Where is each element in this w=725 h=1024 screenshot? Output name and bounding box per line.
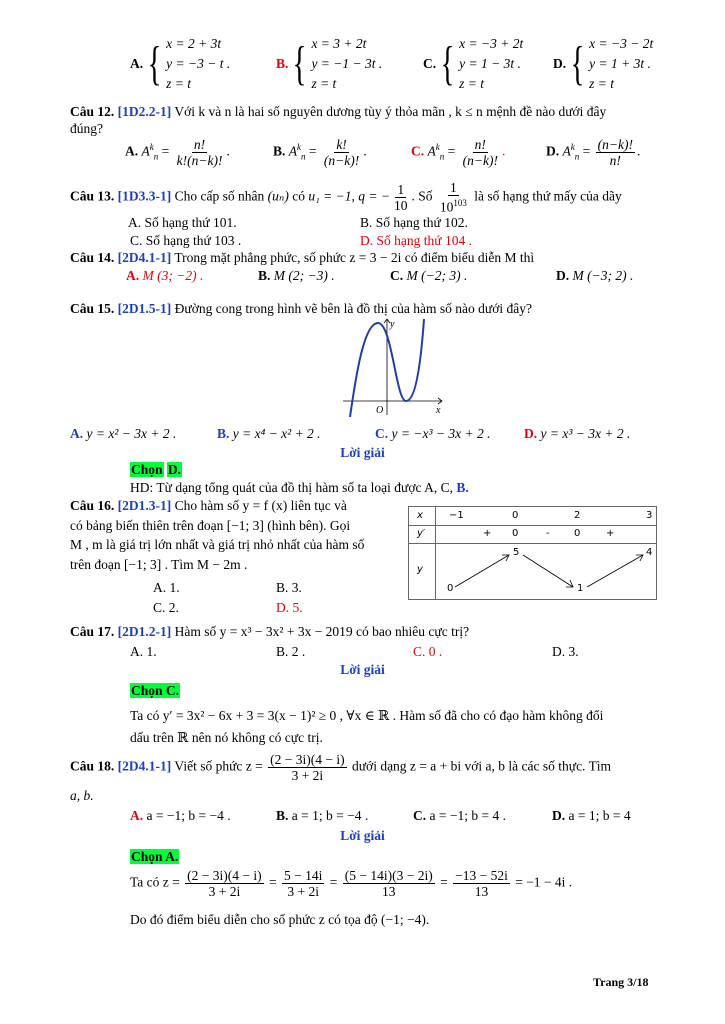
arrow-up-1: [455, 555, 509, 587]
q18-option-d[interactable]: D. a = 1; b = 4: [552, 808, 631, 823]
arrow-up-2: [587, 555, 643, 587]
q14-option-d[interactable]: D. M (−3; 2) .: [556, 268, 634, 283]
q16-option-c[interactable]: C. 2.: [153, 600, 179, 615]
q15-answer-badge: Chọn D.: [131, 462, 182, 477]
q18-solution-title: Lời giải: [340, 828, 385, 843]
q12-stem: Câu 12. [1D2.2-1] Với k và n là hai số nguyên dương tùy ý thỏa mãn , k ≤ n mệnh đề nào dưới đây đúng?: [70, 104, 607, 136]
x-label: x: [436, 405, 441, 416]
q17-stem: Câu 17. [2D1.2-1] Hàm số y = x³ − 3x² + 3x − 2019 có bao nhiêu cực trị?: [70, 624, 470, 639]
q15-cubic-graph: [338, 315, 450, 420]
q17-option-d[interactable]: D. 3.: [552, 644, 579, 659]
q16-option-d[interactable]: D. 5.: [276, 600, 303, 615]
q14-option-b[interactable]: B. M (2; −3) .: [258, 268, 335, 283]
q16-option-b[interactable]: B. 3.: [276, 580, 302, 595]
q18-solution-conclusion: Do đó điểm biểu diễn cho số phức z có tọa độ (−1; −4).: [130, 912, 430, 927]
q17-option-a[interactable]: A. 1.: [130, 644, 157, 659]
q14-option-a[interactable]: A. M (3; −2) .: [126, 268, 204, 283]
q13-option-a[interactable]: A. Số hạng thứ 101.: [128, 215, 237, 230]
q16-variation-table: x −1 0 2 3 y′ + 0 - 0 + y 0 5 1 4: [408, 506, 657, 600]
row: y = −3 − t .: [166, 56, 231, 71]
q17-answer-badge: Chọn C.: [131, 683, 180, 698]
q18-answer-badge: Chọn A.: [131, 849, 179, 864]
q11-option-b[interactable]: B. { x = 3 + 2t y = −1 − 3t . z = t: [276, 36, 383, 91]
q17-option-b[interactable]: B. 2 .: [276, 644, 306, 659]
q15-hint: HD: Từ dạng tổng quát của đồ thị hàm số ta loại được A, C, B.: [130, 480, 469, 495]
q11-option-a[interactable]: A. { x = 2 + 3t y = −3 − t . z = t: [130, 34, 230, 94]
y-label: y: [390, 319, 395, 330]
origin-label: O: [376, 405, 384, 416]
q18-option-c[interactable]: C. a = −1; b = 4 .: [413, 808, 506, 823]
q12-option-c[interactable]: C. $A^k_n$ = $\frac{n!}{(n-k)!}$ .: [411, 137, 506, 168]
q12-option-a[interactable]: A. $A^k_n$ = $\frac{n!}{k!(n-k)!}$ .: [125, 137, 230, 168]
q18-stem: Câu 18. [2D4.1-1] Viết số phức z = $\frac{(2 - 3i)(4 - i)}{3 + 2i}$ dưới dạng z = a + bi với a, b là các số thực. Tìm: [70, 752, 612, 783]
row: x = 2 + 3t: [166, 36, 222, 51]
q16-stem: Câu 16. [2D1.3-1] Cho hàm số y = f (x) liên tục và có bảng biến thiên trên đoạn [−1; 3] (hình bên). Gọi M , m là giá trị lớn nhất và giá trị nhỏ nhất của hàm số trên đoạn [−1; 3] . Tìm M − 2m .: [70, 498, 365, 572]
q15-option-c[interactable]: C. y = −x³ − 3x + 2 .: [375, 426, 491, 441]
q12-option-b[interactable]: B. $A^k_n$ = $\frac{k!}{(n-k)!}$ .: [273, 137, 367, 168]
q15-option-a[interactable]: A. y = x² − 3x + 2 .: [70, 426, 177, 441]
q14-option-c[interactable]: C. M (−2; 3) .: [390, 268, 468, 283]
q16-option-a[interactable]: A. 1.: [153, 580, 180, 595]
page-number: Trang 3/18: [593, 975, 649, 989]
row: z = t: [166, 76, 192, 91]
q14-stem: Câu 14. [2D4.1-1] Trong mặt phẳng phức, số phức z = 3 − 2i có điểm biểu diễn M thì: [70, 250, 535, 265]
q17-solution-line-1: Ta có y′ = 3x² − 6x + 3 = 3(x − 1)² ≥ 0 , ∀x ∈ ℝ . Hàm số đã cho có đạo hàm không đổi: [130, 708, 604, 723]
q15-solution-title: Lời giải: [340, 445, 385, 460]
arrow-down: [523, 555, 573, 587]
q18-solution-equation: Ta có z = $\frac{(2 - 3i)(4 - i)}{3 + 2i}$ = $\frac{5 - 14i}{3 + 2i}$ = $\frac{(5 - 14i)(3 - 2i)}{13}$ = $\frac{-13 - 52i}{13}$ = −1 − 4i .: [130, 868, 573, 899]
q18-option-a[interactable]: A. a = −1; b = −4 .: [130, 808, 231, 823]
q15-stem: Câu 15. [2D1.5-1] Đường cong trong hình vẽ bên là đồ thị của hàm số nào dưới đây?: [70, 301, 532, 316]
q17-solution-line-2: dấu trên ℝ nên nó không có cực trị.: [130, 730, 323, 745]
q15-option-b[interactable]: B. y = x⁴ − x² + 2 .: [217, 426, 321, 441]
q13-option-b[interactable]: B. Số hạng thứ 102.: [360, 215, 468, 230]
q13-option-d[interactable]: D. Số hạng thứ 104 .: [360, 233, 472, 248]
q13-stem: Câu 13. [1D3.3-1] Cho cấp số nhân (uₙ) có u₁ = −1, q = − $\frac{1}{10}$ . Số $\frac{1}{10^{103}}$ là số hạng thứ mấy của dãy: [70, 180, 622, 215]
q11-option-c[interactable]: C. { x = −3 + 2t y = 1 − 3t . z = t: [423, 36, 524, 91]
q15-option-d[interactable]: D. y = x³ − 3x + 2 .: [524, 426, 631, 441]
q11-option-d[interactable]: D. { x = −3 − 2t y = 1 + 3t . z = t: [553, 36, 654, 91]
q13-option-c[interactable]: C. Số hạng thứ 103 .: [130, 233, 242, 248]
q12-option-d[interactable]: D. $A^k_n$ = $\frac{(n-k)!}{n!}$ .: [546, 137, 641, 168]
q18-option-b[interactable]: B. a = 1; b = −4 .: [276, 808, 369, 823]
q18-stem-tail: a, b.: [70, 788, 94, 803]
q17-solution-title: Lời giải: [340, 662, 385, 677]
q17-option-c[interactable]: C. 0 .: [413, 644, 443, 659]
